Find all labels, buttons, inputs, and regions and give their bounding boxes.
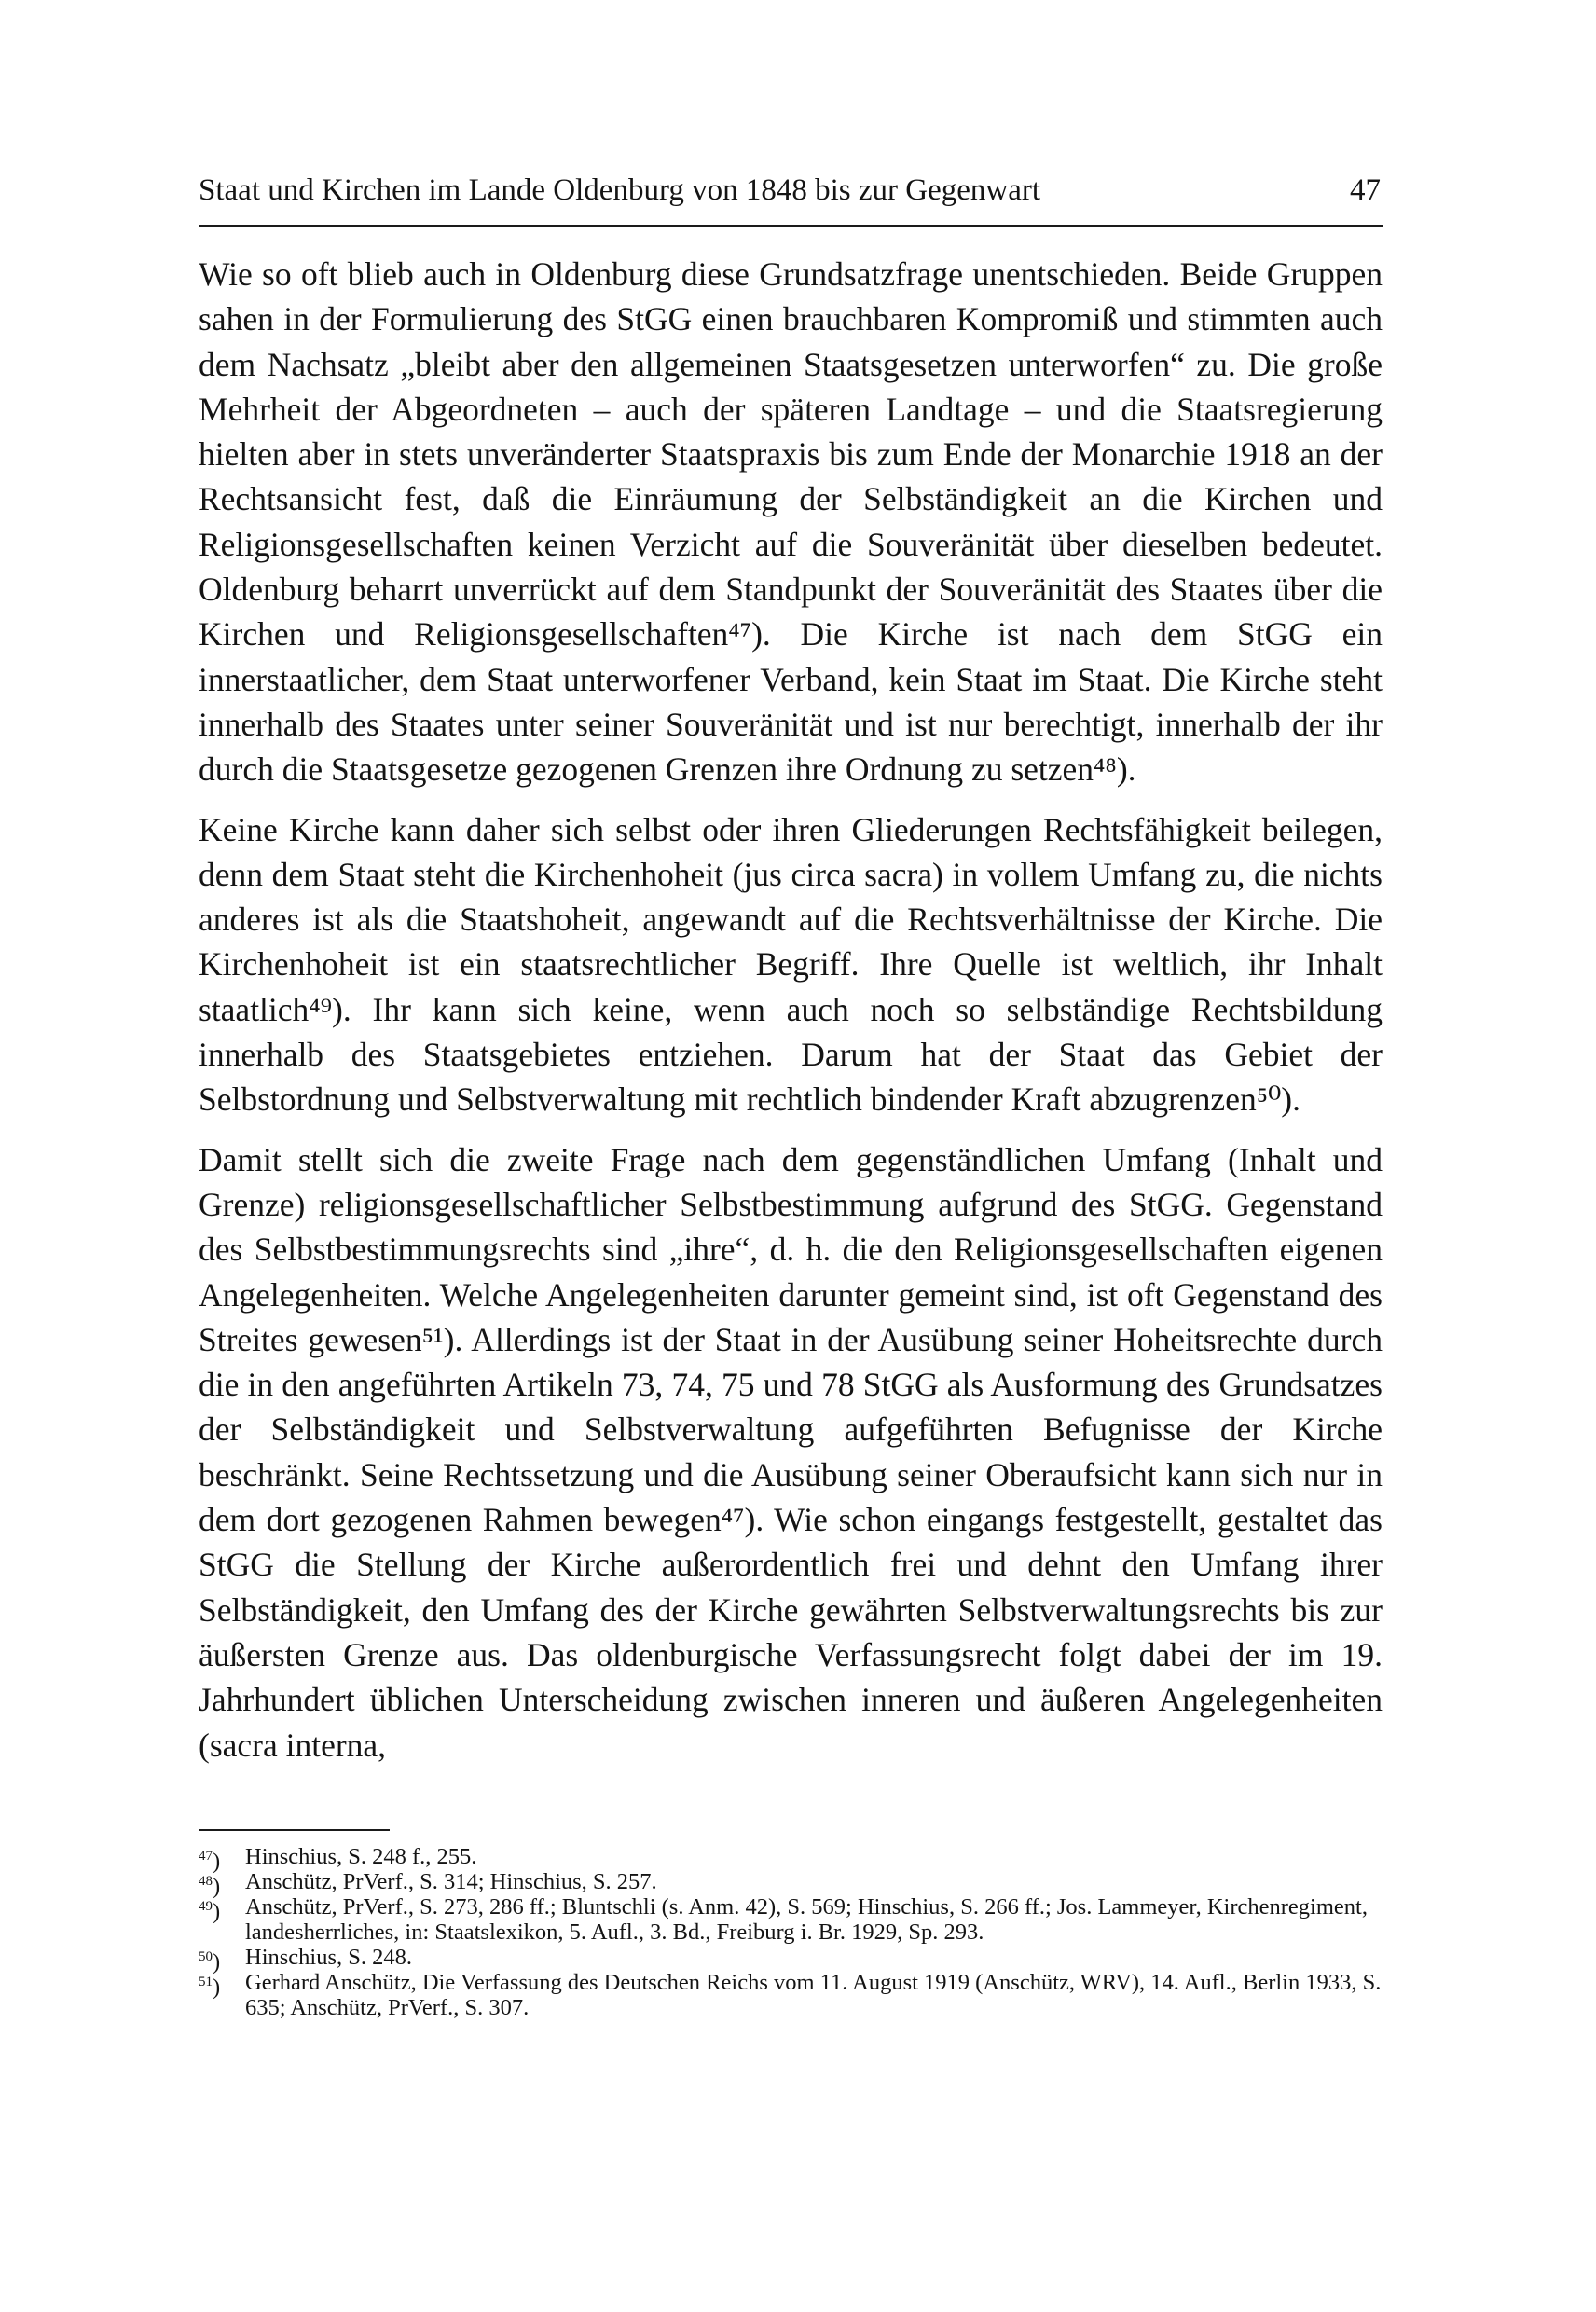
- page: [199, 0, 1383, 2312]
- footnote-mark: $^{51}$): [199, 1975, 221, 2001]
- footnote-text: Anschütz, PrVerf., S. 273, 286 ff.; Bluntschli (s. Anm. 42), S. 569; Hinschius, S. 266 ff.; Jos. Lammeyer, Kirchenregiment, landesherrliches, in: Staatslexikon, 5. Aufl., 3. Bd., Freiburg i. Br. 1929, Sp. 293.: [245, 1894, 1368, 1945]
- footnote-mark: $^{47}$): [199, 1849, 221, 1875]
- footnote: [199, 1844, 1383, 1875]
- paragraph: Keine Kirche kann daher sich selbst oder ihren Gliederungen Rechtsfähigkeit beilegen, denn dem Staat steht die Kirchenhoheit (jus circa sacra) in vollem Umfang zu, die nichts anderes ist als die Staatshoheit, angewandt auf die Rechtsverhältnisse der Kirche. Die Kirchenhoheit ist ein staatsrechtlicher Begriff. Ihre Quelle ist weltlich, ihr Inhalt staatlich⁴⁹). Ihr kann sich keine, wenn auch noch so selbständige Rechtsbildung innerhalb des Staatsgebietes entziehen. Darum hat der Staat das Gebiet der Selbstordnung und Selbstverwaltung mit rechtlich bindender Kraft abzugrenzen⁵⁰).: [199, 810, 1383, 1119]
- footnote-mark: $^{50}$): [199, 1949, 221, 1975]
- running-head-title: Staat und Kirchen im Lande Oldenburg von 1848 bis zur Gegenwart: [199, 173, 1041, 207]
- header-rule: [199, 225, 1383, 227]
- footnote-mark: $^{48}$): [199, 1874, 221, 1900]
- body-text: [199, 252, 1383, 1782]
- footnote-mark: $^{49}$): [199, 1899, 221, 1925]
- footnote: [199, 1970, 1383, 2020]
- footnote-text: Hinschius, S. 248.: [245, 1945, 413, 1970]
- page-number: 47: [1350, 173, 1381, 207]
- footnote-text: Anschütz, PrVerf., S. 314; Hinschius, S. 257.: [245, 1869, 657, 1894]
- paragraph: Wie so oft blieb auch in Oldenburg diese Grundsatzfrage unentschieden. Beide Gruppen sahen in der Formulierung des StGG einen brauchbaren Kompromiß und stimmten auch dem Nachsatz „bleibt aber den allgemeinen Staatsgesetzen unterworfen“ zu. Die große Mehrheit der Abgeordneten – auch der späteren Landtage – und die Staatsregierung hielten aber in stets unveränderter Staatspraxis bis zum Ende der Monarchie 1918 an der Rechtsansicht fest, daß die Einräumung der Selbständigkeit an die Kirchen und Religionsgesellschaften keinen Verzicht auf die Souveränität über dieselben bedeutet. Oldenburg beharrt unverrückt auf dem Standpunkt der Souveränität des Staates über die Kirchen und Religionsgesellschaften⁴⁷). Die Kirche ist nach dem StGG ein innerstaatlicher, dem Staat unterworfener Verband, kein Staat im Staat. Die Kirche steht innerhalb des Staates unter seiner Souveränität und ist nur berechtigt, innerhalb der ihr durch die Staatsgesetze gezogenen Grenzen ihre Ordnung zu setzen⁴⁸).: [199, 255, 1383, 789]
- footnote: [199, 1894, 1383, 1945]
- footnote-text: Gerhard Anschütz, Die Verfassung des Deutschen Reichs vom 11. August 1919 (Anschütz, WRV), 14. Aufl., Berlin 1933, S. 635; Anschütz, PrVerf., S. 307.: [245, 1970, 1382, 2020]
- footnote: [199, 1869, 1383, 1900]
- footnote-rule: [199, 1829, 390, 1831]
- footnotes: [199, 1844, 1383, 2020]
- footnote-text: Hinschius, S. 248 f., 255.: [245, 1844, 477, 1869]
- footnote: [199, 1945, 1383, 1975]
- paragraph: Damit stellt sich die zweite Frage nach dem gegenständlichen Umfang (Inhalt und Grenze) religionsgesellschaftlicher Selbstbestimmung aufgrund des StGG. Gegenstand des Selbstbestimmungsrechts sind „ihre“, d. h. die den Religionsgesellschaften eigenen Angelegenheiten. Welche Angelegenheiten darunter gemeint sind, ist oft Gegenstand des Streites gewesen⁵¹). Allerdings ist der Staat in der Ausübung seiner Hoheitsrechte durch die in den angeführten Artikeln 73, 74, 75 und 78 StGG als Ausformung des Grundsatzes der Selbständigkeit und Selbstverwaltung aufgeführten Befugnisse der Kirche beschränkt. Seine Rechtssetzung und die Ausübung seiner Oberaufsicht kann sich nur in dem dort gezogenen Rahmen bewegen⁴⁷). Wie schon eingangs festgestellt, gestaltet das StGG die Stellung der Kirche außerordentlich frei und dehnt den Umfang ihrer Selbständigkeit, den Umfang des der Kirche gewährten Selbstverwaltungsrechts bis zur äußersten Grenze aus. Das oldenburgische Verfassungsrecht folgt dabei der im 19. Jahrhundert üblichen Unterscheidung zwischen inneren und äußeren Angelegenheiten (sacra interna,: [199, 1140, 1383, 1764]
